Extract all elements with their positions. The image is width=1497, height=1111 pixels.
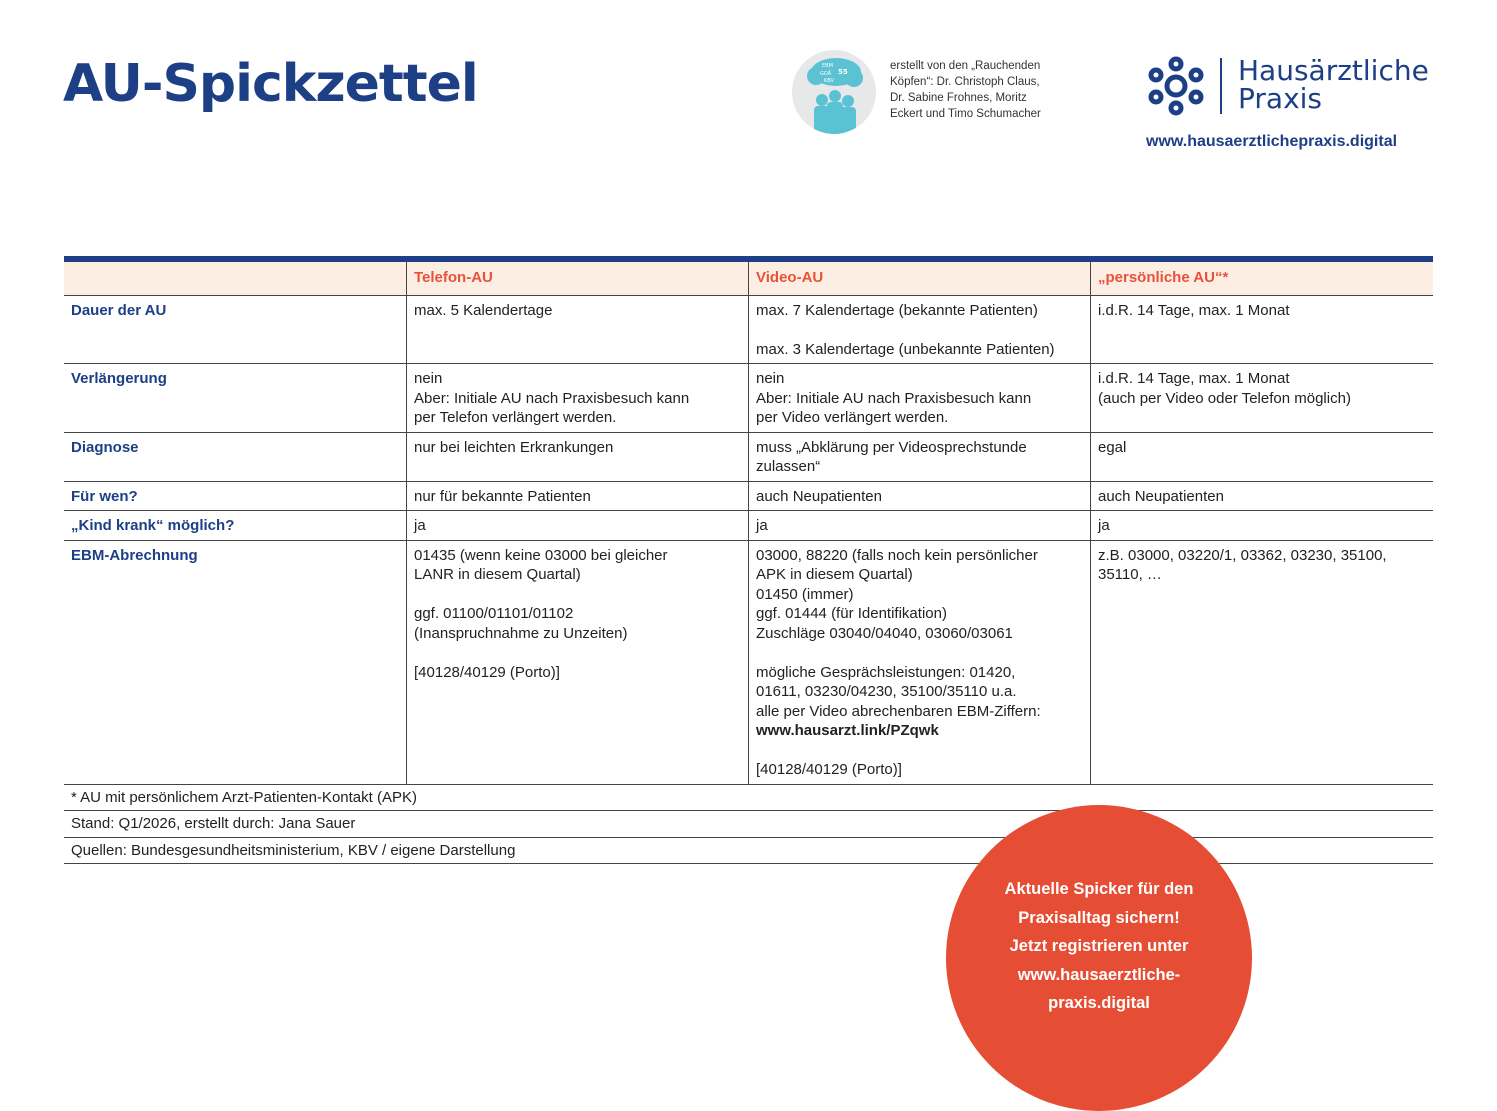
table-cell <box>1090 541 1433 784</box>
au-comparison-table <box>64 256 1433 864</box>
column-header-video-au: Video-AU <box>748 262 1090 295</box>
cell-line: ja <box>414 517 426 534</box>
cell-line <box>756 643 1083 663</box>
cell-line: nein <box>414 370 443 387</box>
ebm-link[interactable]: www.hausarzt.link/PZqwk <box>756 722 939 739</box>
footnote-row <box>64 785 1433 812</box>
cell-line: nur für bekannte Patienten <box>414 487 591 505</box>
table-cell <box>406 364 748 432</box>
cell-line: Aber: Initiale AU nach Praxisbesuch kann <box>414 389 690 407</box>
column-header-empty <box>64 262 406 295</box>
cell-line: alle per Video abrechenbaren EBM-Ziffern: <box>756 702 1041 720</box>
cell-line: 01435 (wenn keine 03000 bei gleicher <box>414 546 668 564</box>
cell-line: max. 5 Kalendertage <box>414 301 553 319</box>
row-label: Für wen? <box>71 487 138 505</box>
table-body <box>64 296 1433 785</box>
table-cell <box>406 541 748 784</box>
smoking-heads-illustration-icon <box>792 50 876 134</box>
cell-line: muss „Abklärung per Videosprechstunde <box>756 438 1027 456</box>
table-cell <box>748 364 1090 432</box>
footnote-text: * AU mit persönlichem Arzt-Patienten-Kontakt (APK) <box>71 788 417 806</box>
cell-line: ggf. 01444 (für Identifikation) <box>756 605 947 622</box>
brand-url-link[interactable]: www.hausaerztlichepraxis.digital <box>1146 133 1398 150</box>
cell-line: i.d.R. 14 Tage, max. 1 Monat <box>1098 370 1290 387</box>
cell-line: z.B. 03000, 03220/1, 03362, 03230, 35100, <box>1098 546 1387 564</box>
credit-line: Dr. Sabine Frohnes, Moritz <box>890 92 1027 104</box>
cell-line: 35110, … <box>1098 566 1162 583</box>
rauchende-koepfe-logo <box>792 50 876 134</box>
table-cell <box>1090 296 1433 364</box>
table-row <box>64 511 1433 541</box>
cell-line: nur bei leichten Erkrankungen <box>414 438 614 456</box>
table-cell <box>1090 364 1433 432</box>
table-row <box>64 433 1433 482</box>
credit-line: Eckert und Timo Schumacher <box>890 108 1041 120</box>
page-title: AU-Spickzettel <box>63 54 478 114</box>
cell-line: i.d.R. 14 Tage, max. 1 Monat <box>1098 301 1290 319</box>
column-header-telefon-au: Telefon-AU <box>406 262 748 295</box>
footnote-row <box>64 811 1433 838</box>
column-header-persoenliche-au: „persönliche AU“* <box>1090 262 1433 295</box>
cell-line: Aber: Initiale AU nach Praxisbesuch kann <box>756 389 1032 407</box>
cell-line: LANR in diesem Quartal) <box>414 566 581 583</box>
cell-line: mögliche Gesprächsleistungen: 01420, <box>756 663 1016 681</box>
smoke-logo-text-ebm: EBM <box>822 63 833 69</box>
smoke-logo-text-55: 55 <box>838 68 848 76</box>
row-label: „Kind krank“ möglich? <box>71 517 235 534</box>
brand-divider <box>1220 58 1222 114</box>
table-row <box>64 296 1433 365</box>
table-row <box>64 482 1433 512</box>
footnote-text: Stand: Q1/2026, erstellt durch: Jana Sauer <box>71 815 356 832</box>
cta-line: Aktuelle Spicker für den <box>1004 880 1194 898</box>
cell-line: 03000, 88220 (falls noch kein persönlicher <box>756 546 1038 564</box>
hausaerztliche-praxis-logo-icon <box>1144 55 1208 117</box>
table-cell <box>748 296 1090 364</box>
cell-line: egal <box>1098 438 1127 456</box>
table-row <box>64 541 1433 785</box>
cell-line: auch Neupatienten <box>1098 487 1224 505</box>
cell-line: ja <box>756 517 768 534</box>
table-row <box>64 364 1433 433</box>
table-cell <box>406 511 748 540</box>
table-cell <box>748 541 1090 784</box>
cta-line: Jetzt registrieren unter <box>1009 937 1189 955</box>
table-cell <box>1090 433 1433 481</box>
row-label: Diagnose <box>71 438 139 456</box>
brand-name <box>1238 54 1429 115</box>
brand-name-line: Praxis <box>1238 82 1322 115</box>
cell-line: (Inanspruchnahme zu Unzeiten) <box>414 624 628 642</box>
cell-line: Zuschläge 03040/04040, 03060/03061 <box>756 624 1013 642</box>
cell-line: zulassen“ <box>756 458 821 475</box>
row-label: Dauer der AU <box>71 301 167 319</box>
footnote-text: Quellen: Bundesgesundheitsministerium, KBV / eigene Darstellung <box>71 841 516 859</box>
table-cell <box>748 433 1090 481</box>
table-cell <box>748 482 1090 511</box>
cta-line: praxis.digital <box>1048 994 1150 1012</box>
brand-name-line: Hausärztliche <box>1238 54 1429 87</box>
cell-line: [40128/40129 (Porto)] <box>414 663 560 681</box>
cell-line: [40128/40129 (Porto)] <box>756 761 902 778</box>
cell-line <box>756 741 1083 761</box>
cell-line: per Telefon verlängert werden. <box>414 409 617 426</box>
table-header-row <box>64 262 1433 296</box>
credit-text <box>890 58 1080 122</box>
cell-line: 01450 (immer) <box>756 585 854 603</box>
table-cell <box>1090 511 1433 540</box>
cell-line: ja <box>1098 517 1110 534</box>
cell-line: per Video verlängert werden. <box>756 409 949 426</box>
table-cell <box>406 296 748 364</box>
cell-line: APK in diesem Quartal) <box>756 566 913 583</box>
cell-line: (auch per Video oder Telefon möglich) <box>1098 389 1351 407</box>
table-footnotes <box>64 785 1433 865</box>
row-label: Verlängerung <box>71 370 167 387</box>
table-cell <box>748 511 1090 540</box>
cell-line: nein <box>756 370 785 387</box>
cell-line: max. 7 Kalendertage (bekannte Patienten) <box>756 301 1038 319</box>
cell-line: max. 3 Kalendertage (unbekannte Patienten) <box>756 340 1055 358</box>
table-cell <box>406 482 748 511</box>
cell-line: 01611, 03230/04230, 35100/35110 u.a. <box>756 683 1017 700</box>
cta-line: Praxisalltag sichern! <box>1018 908 1180 927</box>
cell-line: auch Neupatienten <box>756 487 882 505</box>
smoke-logo-text-kbv: KBV <box>824 78 834 84</box>
credit-line: erstellt von den „Rauchenden <box>890 60 1041 72</box>
footnote-row <box>64 838 1433 865</box>
smoke-logo-text-goae: GOÄ <box>820 71 832 77</box>
row-label: EBM-Abrechnung <box>71 546 198 564</box>
table-cell <box>1090 482 1433 511</box>
register-cta-badge[interactable] <box>946 805 1252 1111</box>
cell-line <box>414 585 741 605</box>
cell-line: ggf. 01100/01101/01102 <box>414 605 574 622</box>
cell-line <box>414 643 741 663</box>
credit-line: Köpfen“: Dr. Christoph Claus, <box>890 76 1040 88</box>
table-cell <box>406 433 748 481</box>
cell-line <box>756 320 1083 340</box>
cta-line: www.hausaerztliche- <box>1017 965 1181 984</box>
